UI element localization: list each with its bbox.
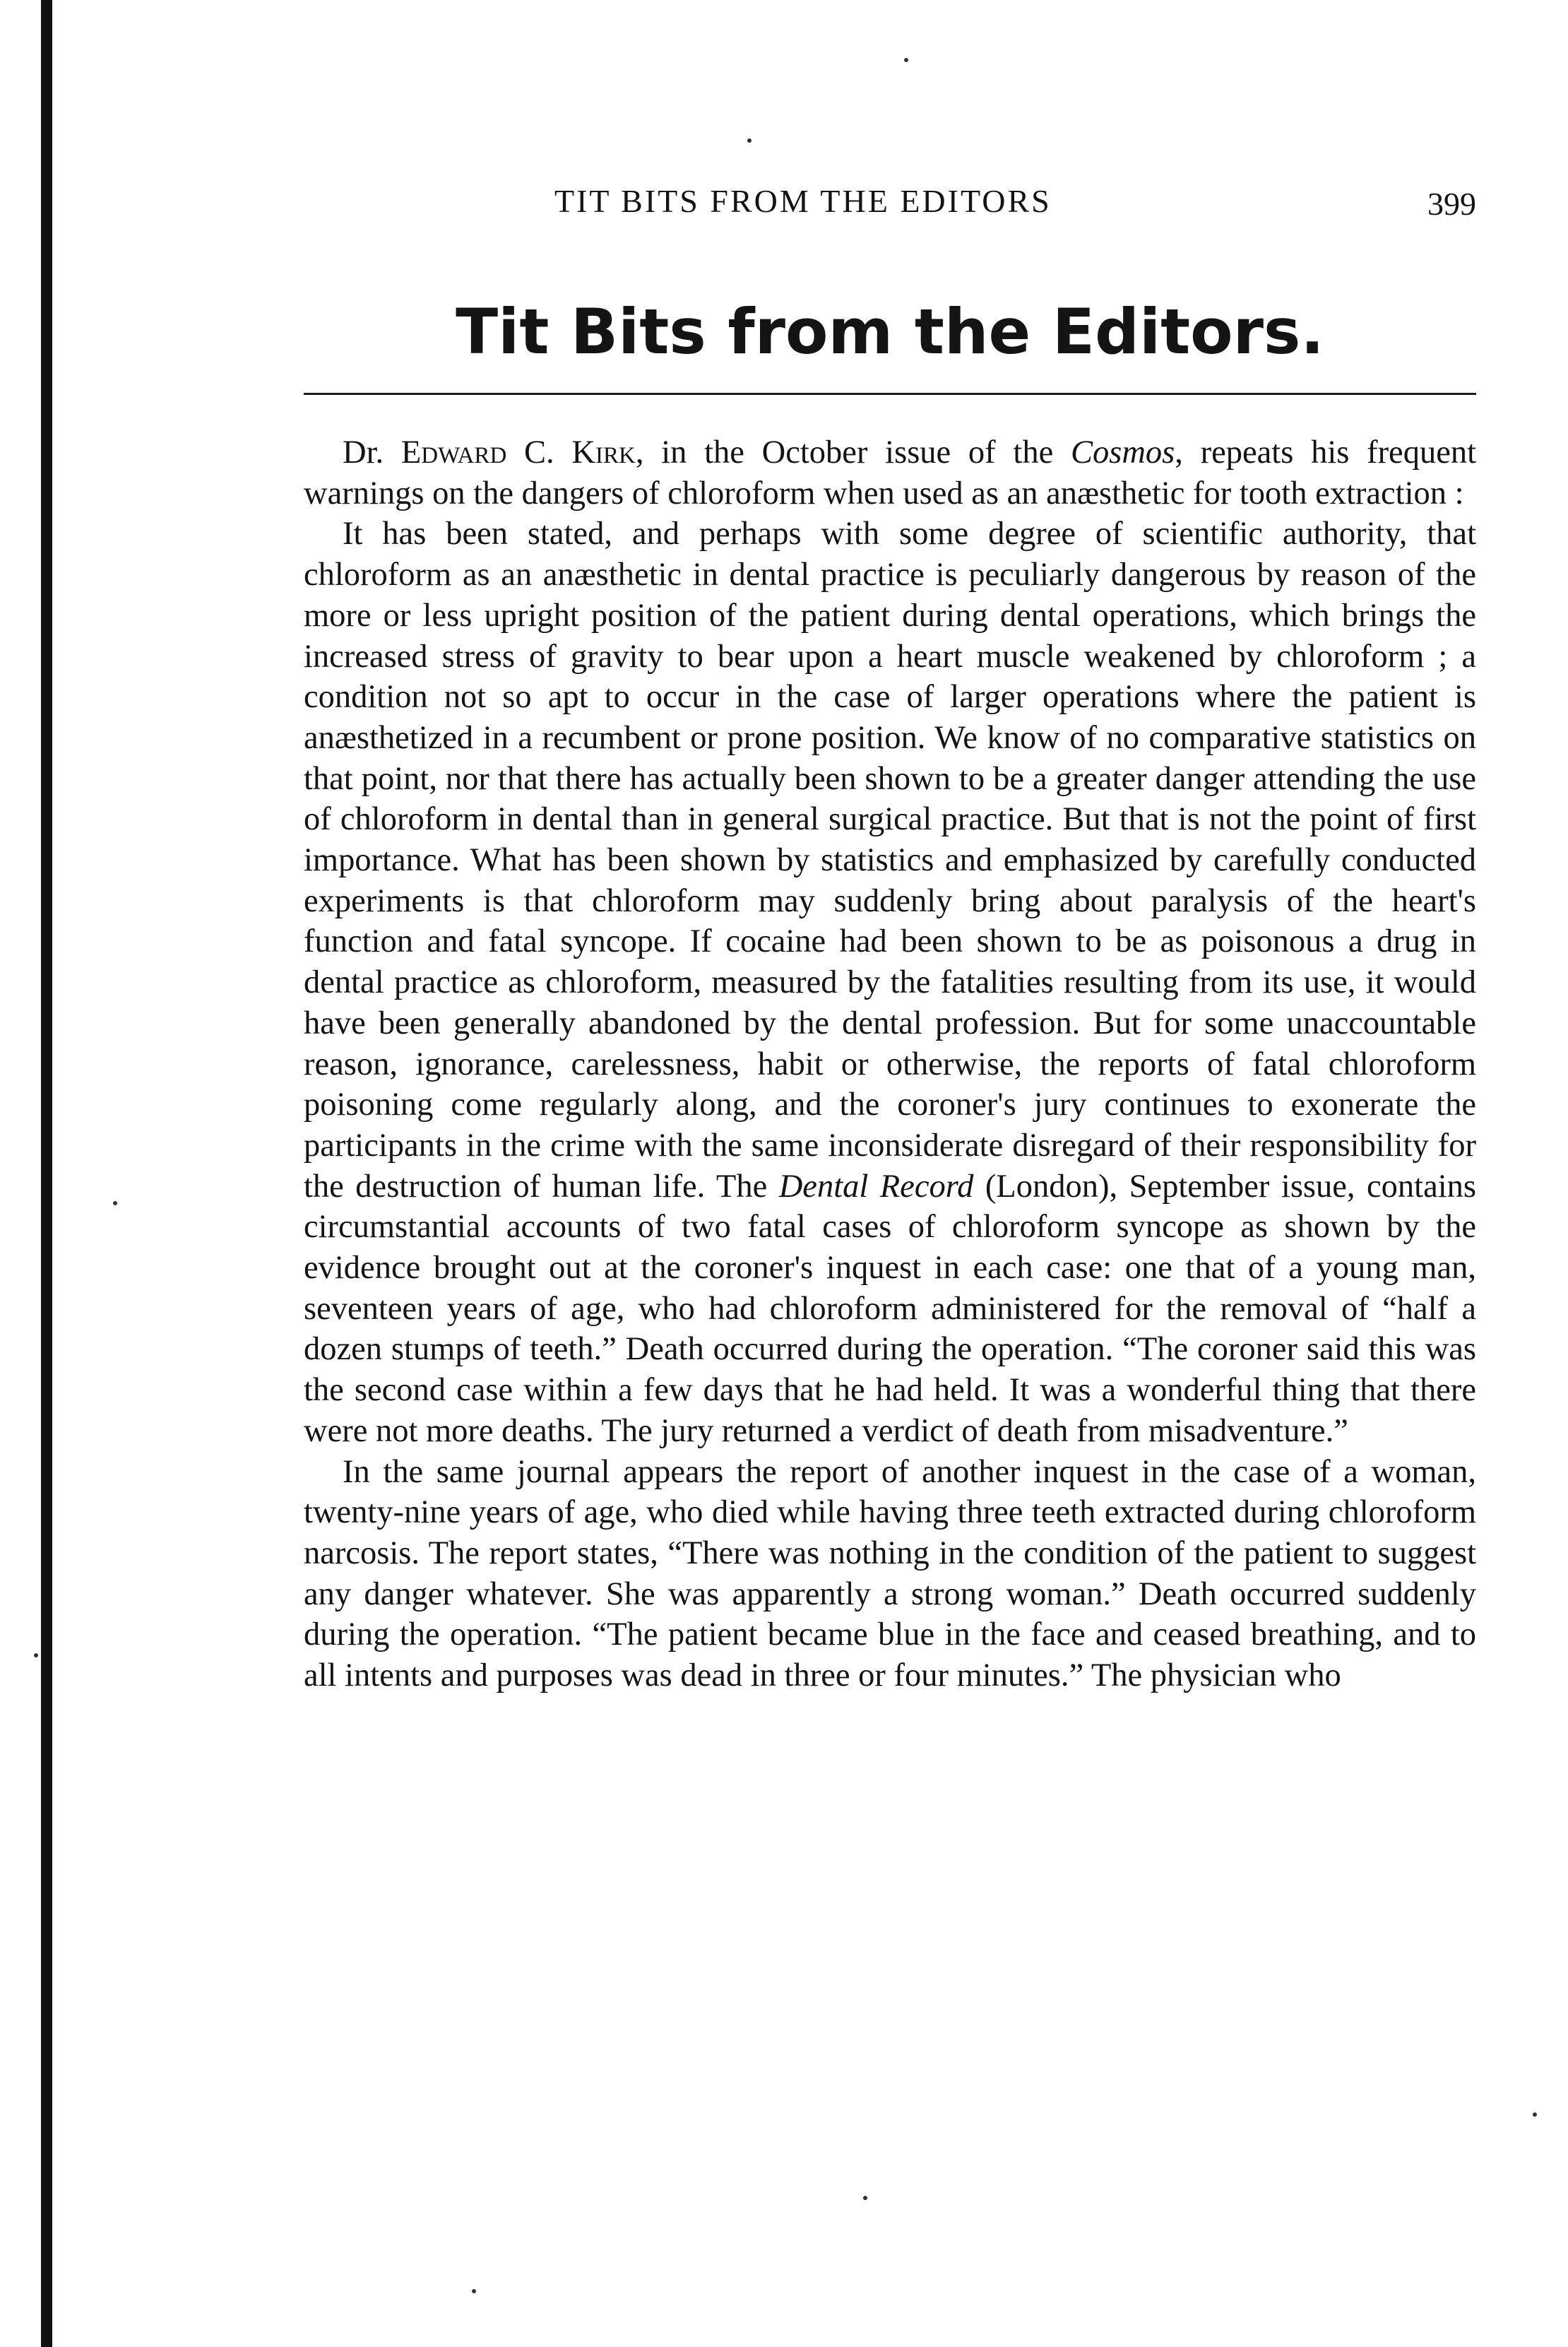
paragraph-quote-text-1: It has been stated, and perhaps with some degree of scientific authority, that chloroform as an anæsthetic in dental practice is peculiarly dangerous by reason of the more or less upright position of the patient during dental operations, which brings the increased stress of gravity to bear upon a heart muscle weakened by chloroform ; a condition not so apt to occur in the case of larger operations where the patient is anæsthetized in a recumbent or prone position. We know of no comparative statistics on that point, nor that there has actually been shown to be a greater danger attending the use of chloroform in dental than in general surgical practice. But that is not the point of first importance. What has been shown by statistics and emphasized by carefully conducted experiments is that chloroform may suddenly bring about paralysis of the heart's function and fatal syncope. If cocaine had been shown to be as poisonous a drug in dental practice as chloroform, measured by the fatalities resulting from its use, it would have been generally abandoned by the dental profession. But for some unaccountable reason, ignorance, carelessness, habit or otherwise, the reports of fatal chloroform poisoning come regularly along, and the coroner's jury continues to exonerate the participants in the crime with the same inconsiderate disregard of their responsibility for the destruction of human life. The	[304, 516, 1476, 1205]
article-body	[304, 432, 1476, 1696]
print-speck	[747, 138, 752, 143]
print-speck	[1533, 2112, 1537, 2117]
print-speck	[904, 58, 908, 62]
page-binding-edge	[41, 0, 52, 2347]
article-title: Tit Bits from the Editors.	[456, 295, 1324, 368]
running-head-title: TIT BITS FROM THE EDITORS	[554, 183, 1052, 219]
paragraph-second-case: In the same journal appears the report of another inquest in the case of a woman, twenty-nine years of age, who died while having three teeth extracted during chloroform narcosis. The report states, “There was nothing in the condition of the patient to suggest any danger whatever. She was apparently a strong woman.” Death occurred suddenly during the operation. “The patient became blue in the face and ceased breathing, and to all intents and purposes was dead in three or four minutes.” The physician who	[304, 1453, 1476, 1694]
paragraph-intro-text-1: Dr.	[343, 434, 401, 471]
running-head	[304, 182, 1476, 232]
paragraph-intro	[304, 432, 1476, 514]
print-speck	[34, 1653, 38, 1657]
title-rule	[304, 393, 1476, 395]
author-name: Edward C. Kirk	[400, 434, 636, 471]
paragraph-intro-text-3: , repeats his frequent warnings on the dangers of chloroform when used as an anæsthetic for tooth extraction :	[304, 434, 1476, 512]
paragraph-quote-text-2: (London), September issue, contains circumstantial accounts of two fatal cases of chloroform syncope as shown by the evidence brought out at the coroner's inquest in each case: one that of a young man, seventeen years of age, who had chloroform administered for the removal of “half a dozen stumps of teeth.” Death occurred during the operation. “The coroner said this was the second case within a few days that he had held. It was a wonderful thing that there were not more deaths. The jury returned a verdict of death from misadventure.”	[304, 1168, 1476, 1449]
journal-name-dental-record: Dental Record	[778, 1168, 974, 1205]
page-number: 399	[1427, 186, 1476, 222]
paragraph-quote	[304, 514, 1476, 1451]
journal-name-cosmos: Cosmos	[1070, 434, 1175, 471]
print-speck	[472, 2289, 476, 2293]
print-speck	[863, 2196, 867, 2200]
print-speck	[113, 1201, 117, 1205]
paragraph-intro-text-2: , in the October issue of the	[635, 434, 1071, 471]
